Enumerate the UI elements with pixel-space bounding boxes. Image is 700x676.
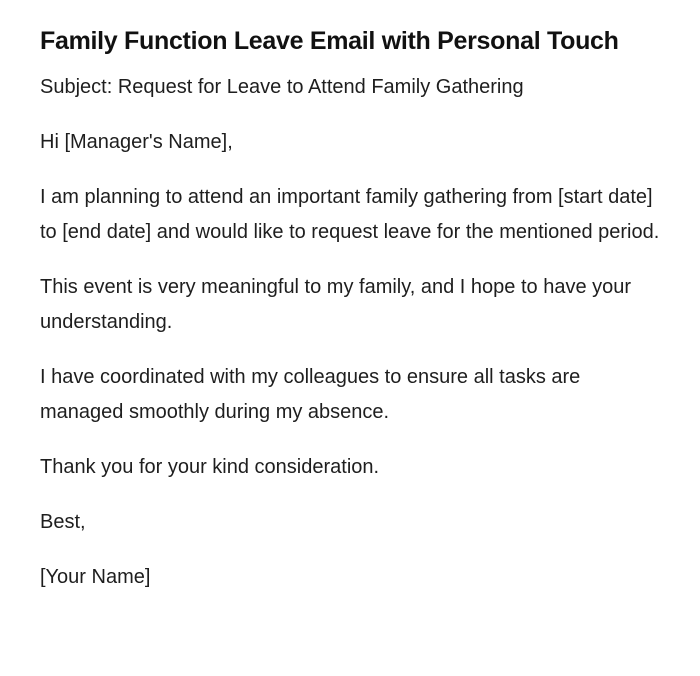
email-subject: Subject: Request for Leave to Attend Family Gathering [40, 76, 524, 98]
email-paragraph-plan: I am planning to attend an important family gathering from [start date] to [end date] and would like to request leave for the mentioned period. [40, 186, 660, 243]
email-signature: [Your Name] [40, 566, 151, 588]
email-greeting: Hi [Manager's Name], [40, 131, 233, 153]
email-paragraph-meaning: This event is very meaningful to my family, and I hope to have your understanding. [40, 276, 632, 333]
email-paragraph-thanks: Thank you for your kind consideration. [40, 456, 380, 478]
document-title: Family Function Leave Email with Personal Touch [40, 27, 619, 55]
email-closing: Best, [40, 511, 86, 533]
email-paragraph-coordination: I have coordinated with my colleagues to ensure all tasks are managed smoothly during my absence. [40, 366, 581, 423]
